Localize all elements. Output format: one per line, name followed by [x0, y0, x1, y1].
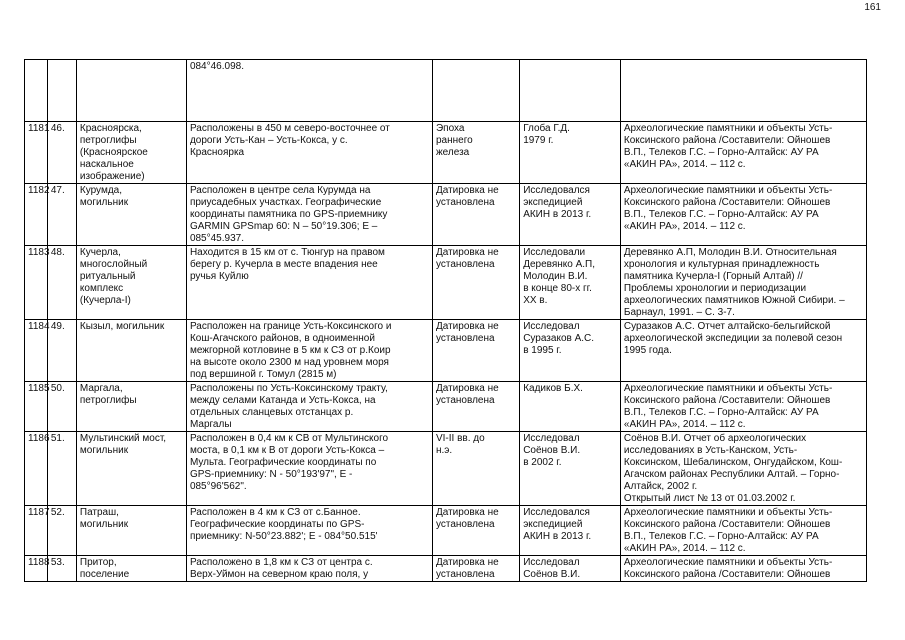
- cell-literature-line: памятника Кучерла-I (Горный Алтай) //: [623, 271, 803, 282]
- cell-desc-line: 085°96'562".: [189, 481, 247, 492]
- cell-literature-line: «АКИН РА», 2014. – 112 с.: [623, 159, 746, 170]
- cell-literature: [620, 432, 866, 506]
- cell-research: [520, 432, 621, 506]
- cell-sub: 52.: [47, 506, 76, 556]
- cell-desc-line: GPS-приемнику: N - 50°193'97", E -: [189, 469, 353, 480]
- cell-research: [520, 184, 621, 246]
- cell-dating-line: Датировка не: [435, 321, 499, 332]
- cell-num: 1185: [25, 382, 48, 432]
- cell-dating: [432, 556, 519, 582]
- cell-name-line: многослойный: [79, 259, 148, 270]
- cell-literature-line: Проблемы хронологии и периодизации: [623, 283, 807, 294]
- sites-table-body: [25, 60, 867, 582]
- cell-literature-line: «АКИН РА», 2014. – 112 с.: [623, 419, 746, 430]
- cell-name: [76, 556, 186, 582]
- cell-literature-line: археологической экспедиции за полевой сезон: [623, 333, 843, 344]
- cell-dating-line: Датировка не: [435, 185, 499, 196]
- cell-literature: [620, 184, 866, 246]
- cell-literature: [620, 246, 866, 320]
- cell-desc-line: Расположены по Усть-Коксинскому тракту,: [189, 383, 388, 394]
- cell-name-line: Кучерла,: [79, 247, 121, 258]
- cell-name-line: Мультинский мост,: [79, 433, 167, 444]
- cell-num: 1184: [25, 320, 48, 382]
- cell-name-line: петроглифы: [79, 135, 137, 146]
- cell-num: 1187: [25, 506, 48, 556]
- cell-desc: [186, 184, 432, 246]
- cell-name: [76, 382, 186, 432]
- cell-name-line: (Кучерла-I): [79, 295, 131, 306]
- cell-dating-line: Датировка не: [435, 507, 499, 518]
- cell-dating-line: установлена: [435, 569, 495, 580]
- cell-literature-line: Археологические памятники и объекты Усть-: [623, 557, 833, 568]
- cell-desc: [186, 382, 432, 432]
- cell-literature-line: Археологические памятники и объекты Усть-: [623, 185, 833, 196]
- table-row: [25, 246, 867, 320]
- cell-literature-line: исследованиях в Усть-Канском, Усть-: [623, 445, 798, 456]
- cell-name: [76, 506, 186, 556]
- cell-literature-line: «АКИН РА», 2014. – 112 с.: [623, 221, 746, 232]
- cell-name-line: Курумда,: [79, 185, 122, 196]
- cell-name-line: (Красноярское: [79, 147, 148, 158]
- cell-dating: [432, 382, 519, 432]
- cell-name-line: могильник: [79, 445, 129, 456]
- cell-literature-line: Коксинского района /Составители: Ойношев: [623, 519, 831, 530]
- continuation-row: [25, 60, 867, 122]
- cell-dating-line: Датировка не: [435, 247, 499, 258]
- cell-desc-line: дороги Усть-Кан – Усть-Кокса, у с.: [189, 135, 348, 146]
- cell-literature: [620, 556, 866, 582]
- cell-desc-line: координаты памятника по GPS-приемнику: [189, 209, 388, 220]
- cell-name-line: Красноярска,: [79, 123, 142, 134]
- cell-literature-line: В.П., Телеков Г.С. – Горно-Алтайск: АУ РА: [623, 407, 819, 418]
- cell-desc-line: 085°45.937.: [189, 233, 244, 244]
- cell-research-line: АКИН в 2013 г.: [523, 209, 592, 220]
- cell-name: [76, 320, 186, 382]
- continuation-coords: 084°46.098.: [189, 61, 244, 72]
- cell-sub: 50.: [47, 382, 76, 432]
- cell-name-line: наскальное: [79, 159, 134, 170]
- cell-research-line: Исследовали: [523, 247, 586, 258]
- cell-name-line: комплекс: [79, 283, 124, 294]
- cell-research: [520, 320, 621, 382]
- cell-research-line: Молодин В.И.: [523, 271, 588, 282]
- cell-name-line: могильник: [79, 197, 129, 208]
- cell-sub: 48.: [47, 246, 76, 320]
- cell-literature-line: Археологические памятники и объекты Усть-: [623, 383, 833, 394]
- cell-dating: [432, 122, 519, 184]
- cell-desc: [186, 556, 432, 582]
- cell-desc-line: Расположен в центре села Курумда на: [189, 185, 371, 196]
- cell-dating-line: установлена: [435, 197, 495, 208]
- cell-desc: [186, 60, 432, 122]
- cell-dating-line: VI-II вв. до: [435, 433, 485, 444]
- cell-research: [520, 60, 621, 122]
- cell-desc-line: приемнику: N-50°23.882'; E - 084°50.515': [189, 531, 378, 542]
- cell-name-line: поселение: [79, 569, 130, 580]
- cell-desc-line: Маргалы: [189, 419, 232, 430]
- cell-desc-line: Расположен в 0,4 км к СВ от Мультинского: [189, 433, 389, 444]
- cell-literature: [620, 122, 866, 184]
- cell-literature-line: Коксинского района /Составители: Ойношев: [623, 569, 831, 580]
- cell-dating: [432, 60, 519, 122]
- cell-desc-line: моста, в 0,1 км к В от дороги Усть-Кокса –: [189, 445, 385, 456]
- cell-research-line: Исследовал: [523, 433, 580, 444]
- cell-research-line: экспедицией: [523, 197, 583, 208]
- cell-desc-line: берегу р. Кучерла в месте впадения нее: [189, 259, 378, 270]
- cell-name: [76, 60, 186, 122]
- cell-sub: 46.: [47, 122, 76, 184]
- cell-name: [76, 122, 186, 184]
- cell-literature-line: Барнаул, 1991. – С. 3-7.: [623, 307, 735, 318]
- cell-name-line: петроглифы: [79, 395, 137, 406]
- cell-name-line: ритуальный: [79, 271, 136, 282]
- cell-num: 1182: [25, 184, 48, 246]
- cell-sub: [47, 60, 76, 122]
- cell-research-line: в 2002 г.: [523, 457, 562, 468]
- cell-literature: [620, 506, 866, 556]
- table-row: [25, 184, 867, 246]
- cell-dating-line: раннего: [435, 135, 473, 146]
- cell-sub: 51.: [47, 432, 76, 506]
- cell-dating-line: установлена: [435, 395, 495, 406]
- cell-name: [76, 184, 186, 246]
- cell-desc-line: межгорной котловине в 5 км к СЗ от р.Коир: [189, 345, 391, 356]
- cell-research-line: Соёнов В.И.: [523, 445, 581, 456]
- cell-research: [520, 122, 621, 184]
- cell-desc: [186, 246, 432, 320]
- cell-literature-line: Алтайск, 2002 г.: [623, 481, 698, 492]
- cell-research-line: в конце 80-х гг.: [523, 283, 592, 294]
- table-row: [25, 122, 867, 184]
- cell-research-line: Исследовал: [523, 321, 580, 332]
- cell-desc-line: приусадебных участках. Географические: [189, 197, 382, 208]
- cell-research-line: в 1995 г.: [523, 345, 562, 356]
- cell-sub: 53.: [47, 556, 76, 582]
- cell-desc: [186, 506, 432, 556]
- cell-name: [76, 246, 186, 320]
- cell-desc-line: Находится в 15 км от с. Тюнгур на правом: [189, 247, 385, 258]
- cell-dating-line: Эпоха: [435, 123, 465, 134]
- cell-name-line: изображение): [79, 171, 145, 182]
- cell-literature-line: Археологические памятники и объекты Усть-: [623, 123, 833, 134]
- cell-num: 1183: [25, 246, 48, 320]
- cell-research: [520, 382, 621, 432]
- cell-desc-line: GARMIN GPSmap 60: N – 50°19.306; E –: [189, 221, 378, 232]
- cell-num: 1188: [25, 556, 48, 582]
- cell-name-line: Патраш,: [79, 507, 119, 518]
- cell-desc-line: Мульта. Географические координаты по: [189, 457, 377, 468]
- cell-research-line: Суразаков А.С.: [523, 333, 595, 344]
- cell-research-line: Кадиков Б.Х.: [523, 383, 583, 394]
- page-number: 161: [864, 2, 881, 13]
- cell-name-line: Маргала,: [79, 383, 123, 394]
- cell-desc-line: Кош-Агачского районов, в одноименной: [189, 333, 375, 344]
- cell-literature-line: Коксинского района /Составители: Ойношев: [623, 197, 831, 208]
- cell-desc: [186, 122, 432, 184]
- cell-literature-line: Открытый лист № 13 от 01.03.2002 г.: [623, 493, 796, 504]
- cell-sub: 47.: [47, 184, 76, 246]
- cell-research-line: Соёнов В.И.: [523, 569, 581, 580]
- cell-name-line: Кызыл, могильник: [79, 321, 165, 332]
- cell-dating: [432, 320, 519, 382]
- cell-research-line: ХХ в.: [523, 295, 548, 306]
- cell-dating: [432, 184, 519, 246]
- cell-dating-line: Датировка не: [435, 557, 499, 568]
- cell-desc-line: Расположен в 4 км к СЗ от с.Банное.: [189, 507, 361, 518]
- cell-desc-line: Расположен на границе Усть-Коксинского и: [189, 321, 392, 332]
- cell-desc-line: ручья Куйлю: [189, 271, 249, 282]
- cell-research-line: Исследовал: [523, 557, 580, 568]
- cell-dating-line: железа: [435, 147, 470, 158]
- cell-literature: [620, 320, 866, 382]
- cell-dating-line: установлена: [435, 259, 495, 270]
- cell-literature-line: Коксинского района /Составители: Ойношев: [623, 135, 831, 146]
- cell-desc-line: между селами Катанда и Усть-Кокса, на: [189, 395, 376, 406]
- cell-num: 1186: [25, 432, 48, 506]
- cell-desc-line: Красноярка: [189, 147, 245, 158]
- cell-dating: [432, 246, 519, 320]
- cell-num: [25, 60, 48, 122]
- cell-desc-line: Верх-Уймон на северном краю поля, у: [189, 569, 369, 580]
- cell-literature-line: «АКИН РА», 2014. – 112 с.: [623, 543, 746, 554]
- cell-desc-line: Географические координаты по GPS-: [189, 519, 365, 530]
- cell-desc: [186, 432, 432, 506]
- table-row: [25, 432, 867, 506]
- cell-research: [520, 556, 621, 582]
- cell-research-line: Исследовался: [523, 185, 590, 196]
- cell-dating-line: установлена: [435, 519, 495, 530]
- cell-sub: 49.: [47, 320, 76, 382]
- cell-name: [76, 432, 186, 506]
- cell-research-line: 1979 г.: [523, 135, 554, 146]
- cell-research-line: экспедицией: [523, 519, 583, 530]
- cell-num: 1181: [25, 122, 48, 184]
- cell-dating-line: установлена: [435, 333, 495, 344]
- cell-desc-line: на высоте около 2300 м над уровнем моря: [189, 357, 389, 368]
- cell-literature-line: Суразаков А.С. Отчет алтайско-бельгийской: [623, 321, 831, 332]
- cell-literature-line: Коксинского района /Составители: Ойношев: [623, 395, 831, 406]
- cell-research-line: Деревянко А.П,: [523, 259, 596, 270]
- cell-literature-line: В.П., Телеков Г.С. – Горно-Алтайск: АУ РА: [623, 147, 819, 158]
- cell-desc-line: под вершиной г. Томул (2815 м): [189, 369, 337, 380]
- table-row: [25, 506, 867, 556]
- cell-literature-line: В.П., Телеков Г.С. – Горно-Алтайск: АУ РА: [623, 209, 819, 220]
- cell-research-line: Глоба Г.Д.: [523, 123, 570, 134]
- table-row: [25, 382, 867, 432]
- cell-desc-line: Расположено в 1,8 км к СЗ от центра с.: [189, 557, 373, 568]
- cell-literature-line: Деревянко А.П, Молодин В.И. Относительная: [623, 247, 837, 258]
- cell-research: [520, 246, 621, 320]
- cell-dating-line: н.э.: [435, 445, 453, 456]
- cell-literature-line: Археологические памятники и объекты Усть-: [623, 507, 833, 518]
- cell-research: [520, 506, 621, 556]
- cell-literature-line: археологических памятников Южной Сибири. –: [623, 295, 845, 306]
- cell-literature-line: 1995 года.: [623, 345, 672, 356]
- cell-dating: [432, 506, 519, 556]
- cell-dating-line: Датировка не: [435, 383, 499, 394]
- cell-research-line: АКИН в 2013 г.: [523, 531, 592, 542]
- table-row: [25, 320, 867, 382]
- cell-literature: [620, 60, 866, 122]
- cell-desc-line: Расположены в 450 м северо-восточнее от: [189, 123, 390, 134]
- cell-research-line: Исследовался: [523, 507, 590, 518]
- cell-literature: [620, 382, 866, 432]
- cell-dating: [432, 432, 519, 506]
- cell-name-line: могильник: [79, 519, 129, 530]
- cell-literature-line: Коксинском, Шебалинском, Онгудайском, Кош-: [623, 457, 843, 468]
- sites-table: [24, 59, 867, 582]
- cell-literature-line: В.П., Телеков Г.С. – Горно-Алтайск: АУ РА: [623, 531, 819, 542]
- cell-desc-line: отдельных сланцевых отстанцах р.: [189, 407, 354, 418]
- cell-literature-line: хронология и культурная принадлежность: [623, 259, 820, 270]
- cell-desc: [186, 320, 432, 382]
- cell-name-line: Притор,: [79, 557, 117, 568]
- table-row: [25, 556, 867, 582]
- cell-literature-line: Агачском районах Республики Алтай. – Горно-: [623, 469, 840, 480]
- cell-literature-line: Соёнов В.И. Отчет об археологических: [623, 433, 807, 444]
